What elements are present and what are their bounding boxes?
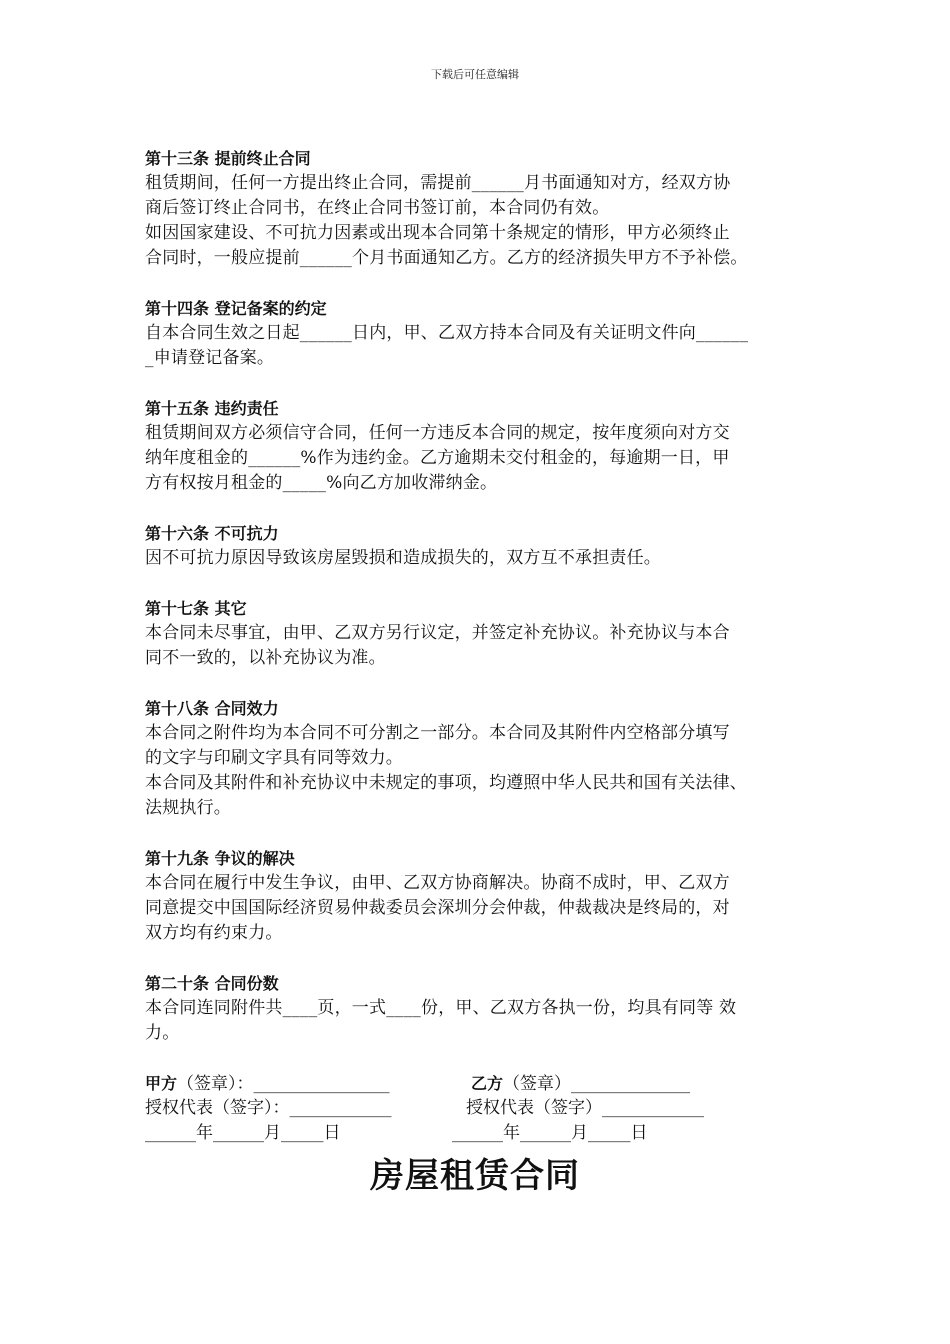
section-paragraph: 本合同未尽事宜，由甲、乙双方另行议定，并签定补充协议。补充协议与本合 同不一致的，以补充协议为准。	[145, 623, 730, 668]
section-20	[145, 971, 815, 1046]
document-title: 房屋租赁合同	[370, 1156, 580, 1196]
party-a-seal-line: （签章）：________________	[177, 1074, 390, 1094]
section-16	[145, 521, 815, 571]
party-a-date: ______年______月_____日	[145, 1123, 341, 1143]
section-paragraph: 本合同连同附件共____页，一式____份，甲、乙双方各执一份，均具有同等 效 力。	[145, 998, 737, 1043]
section-title: 第十四条 登记备案的约定	[145, 299, 327, 318]
party-a-representative: 授权代表（签字）：____________	[145, 1098, 392, 1118]
party-a-signature	[145, 1071, 390, 1097]
signature-date-row	[145, 1121, 815, 1146]
signature-rep-row	[145, 1096, 815, 1121]
section-paragraph: 因不可抗力原因导致该房屋毁损和造成损失的，双方互不承担责任。	[145, 548, 661, 568]
section-title: 第十三条 提前终止合同	[145, 149, 311, 168]
section-18	[145, 696, 815, 821]
section-17	[145, 596, 815, 671]
party-b-signature	[471, 1071, 690, 1097]
section-15	[145, 396, 815, 496]
section-title: 第十七条 其它	[145, 599, 247, 618]
section-paragraph: 本合同在履行中发生争议，由甲、乙双方协商解决。协商不成时，甲、乙双方 同意提交中国国际经济贸易仲裁委员会深圳分会仲裁，仲裁裁决是终局的，对 双方均有约束力。	[145, 873, 730, 943]
contract-body	[145, 146, 815, 1146]
page-header-note: 下载后可任意编辑	[431, 68, 519, 81]
section-title: 第十五条 违约责任	[145, 399, 279, 418]
section-paragraph: 租赁期间双方必须信守合同，任何一方违反本合同的规定，按年度须向对方交 纳年度租金的______%作为违约金。乙方逾期未交付租金的，每逾期一日，甲 方有权按月租金的_____%向乙方加收滞纳金。	[145, 423, 730, 493]
section-title: 第二十条 合同份数	[145, 974, 279, 993]
section-paragraph: 本合同之附件均为本合同不可分割之一部分。本合同及其附件内空格部分填写 的文字与印刷文字具有同等效力。	[145, 723, 730, 768]
signature-block	[145, 1071, 815, 1146]
party-a-label: 甲方	[145, 1074, 178, 1093]
section-title: 第十六条 不可抗力	[145, 524, 279, 543]
party-b-seal-line: （签章）______________	[503, 1074, 691, 1094]
section-19	[145, 846, 815, 946]
section-paragraph: 如因国家建设、不可抗力因素或出现本合同第十条规定的情形，甲方必须终止 合同时，一般应提前______个月书面通知乙方。乙方的经济损失甲方不予补偿。	[145, 223, 748, 268]
party-b-date: ______年______月_____日	[452, 1123, 648, 1143]
section-title: 第十八条 合同效力	[145, 699, 279, 718]
section-paragraph: 租赁期间，任何一方提出终止合同，需提前______月书面通知对方，经双方协 商后签订终止合同书，在终止合同书签订前，本合同仍有效。	[145, 173, 731, 218]
signature-party-row	[145, 1071, 815, 1096]
party-b-label: 乙方	[471, 1074, 504, 1093]
section-13	[145, 146, 815, 271]
party-b-representative: 授权代表（签字）____________	[466, 1098, 704, 1118]
section-title: 第十九条 争议的解决	[145, 849, 295, 868]
section-paragraph: 自本合同生效之日起______日内，甲、乙双方持本合同及有关证明文件向______ _申请登记备案。	[145, 323, 749, 368]
section-paragraph: 本合同及其附件和补充协议中未规定的事项，均遵照中华人民共和国有关法律、 法规执行。	[145, 773, 747, 818]
section-14	[145, 296, 815, 371]
